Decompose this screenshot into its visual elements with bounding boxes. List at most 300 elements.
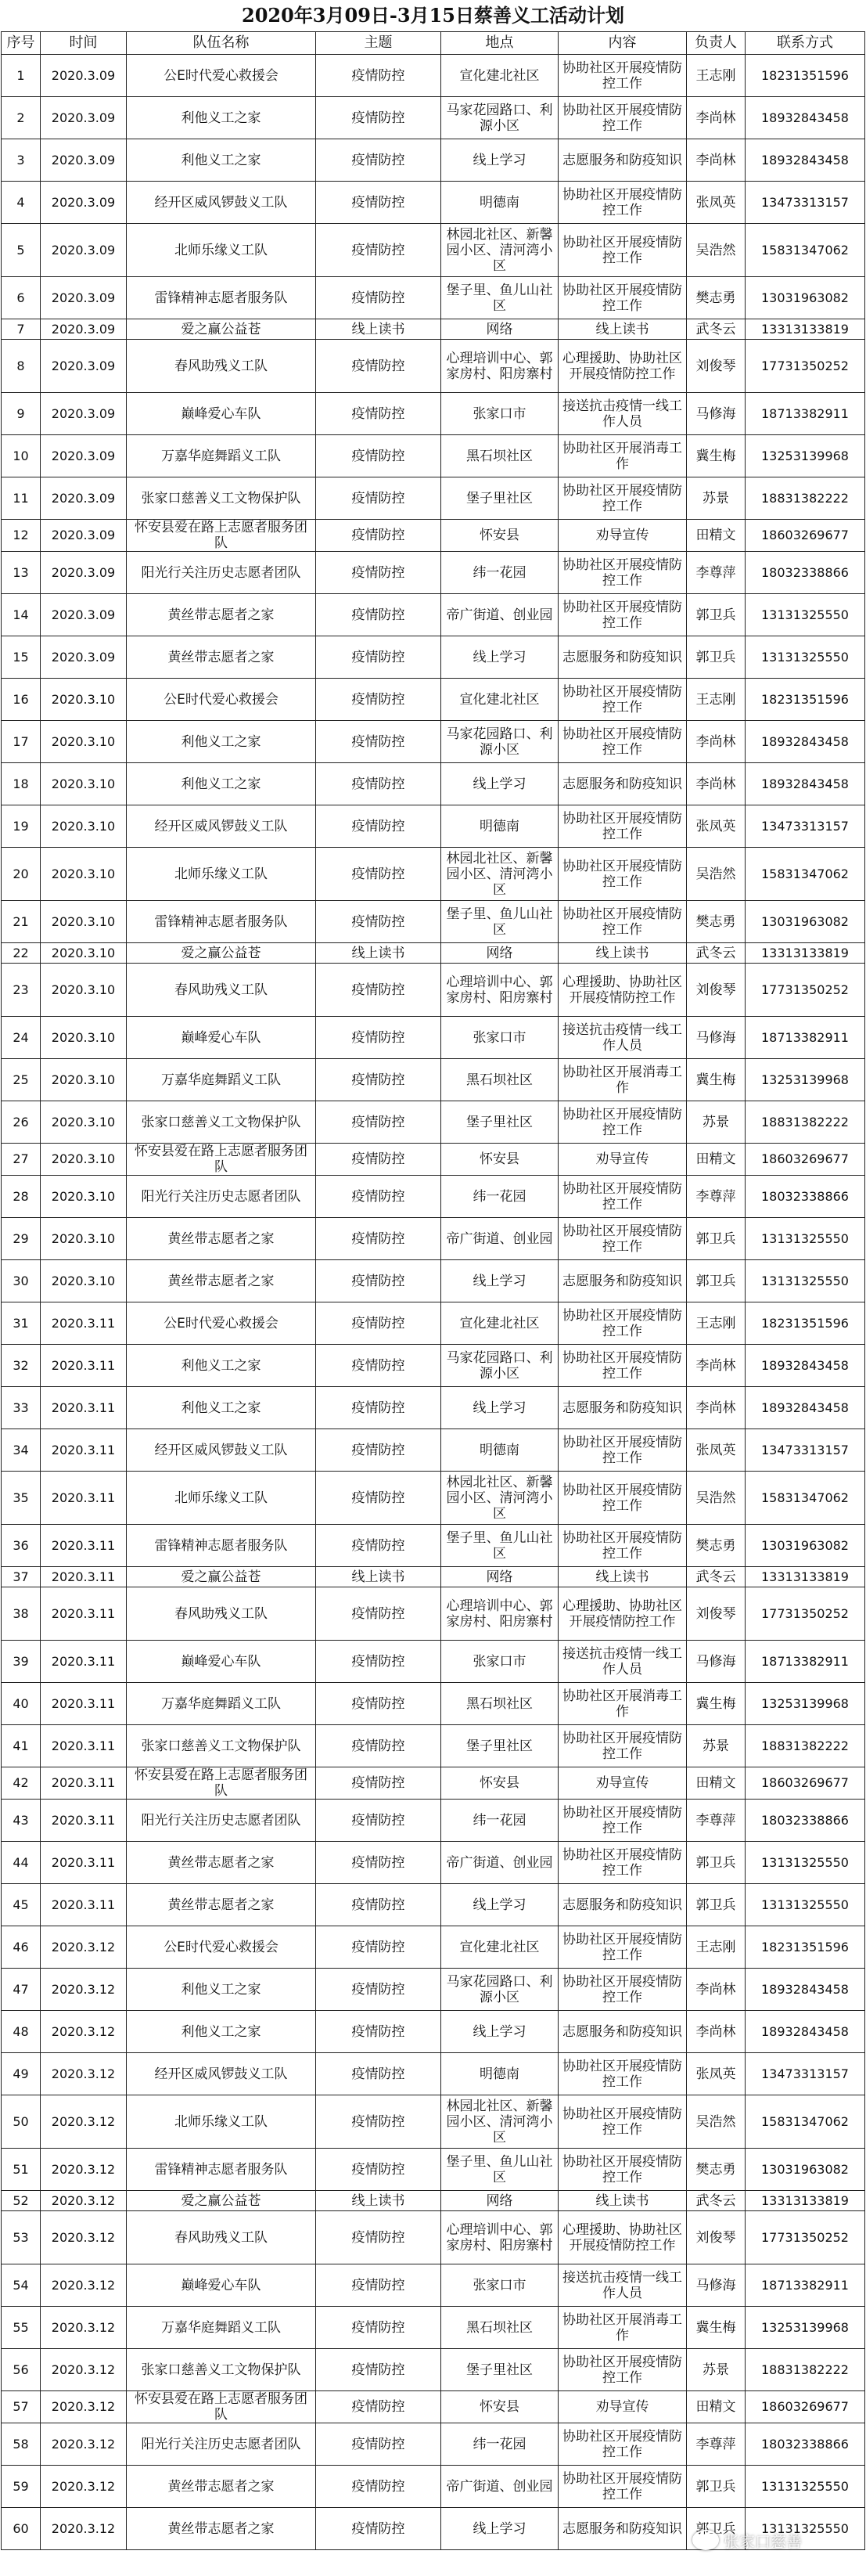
cell-theme: 疫情防控 xyxy=(316,1144,441,1176)
cell-team-name: 经开区威风锣鼓义工队 xyxy=(127,2053,316,2095)
cell-index: 24 xyxy=(2,1017,41,1059)
cell-team-name: 万嘉华庭舞蹈义工队 xyxy=(127,1059,316,1101)
cell-time: 2020.3.09 xyxy=(41,435,127,477)
cell-theme: 疫情防控 xyxy=(316,277,441,319)
cell-contact: 18932843458 xyxy=(746,721,865,763)
table-row xyxy=(2,393,865,435)
cell-time: 2020.3.10 xyxy=(41,721,127,763)
cell-time: 2020.3.09 xyxy=(41,594,127,636)
cell-content: 协助社区开展疫情防控工作 xyxy=(559,1725,687,1767)
cell-index: 31 xyxy=(2,1302,41,1345)
cell-index: 33 xyxy=(2,1387,41,1429)
cell-index: 41 xyxy=(2,1725,41,1767)
cell-time: 2020.3.11 xyxy=(41,1884,127,1926)
cell-contact: 13253139968 xyxy=(746,1683,865,1725)
cell-location: 线上学习 xyxy=(441,636,559,679)
cell-theme: 疫情防控 xyxy=(316,1525,441,1567)
cell-contact: 13313133819 xyxy=(746,319,865,340)
cell-content: 心理援助、协助社区开展疫情防控工作 xyxy=(559,964,687,1017)
table-row xyxy=(2,1387,865,1429)
table-row xyxy=(2,2191,865,2211)
cell-location: 张家口市 xyxy=(441,393,559,435)
table-header-row xyxy=(2,32,865,55)
cell-time: 2020.3.10 xyxy=(41,805,127,848)
table-row xyxy=(2,1345,865,1387)
cell-content: 心理援助、协助社区开展疫情防控工作 xyxy=(559,340,687,393)
cell-location: 线上学习 xyxy=(441,2011,559,2053)
cell-time: 2020.3.11 xyxy=(41,1567,127,1587)
cell-time: 2020.3.10 xyxy=(41,848,127,901)
cell-content: 志愿服务和防疫知识 xyxy=(559,763,687,805)
cell-index: 27 xyxy=(2,1144,41,1176)
cell-contact: 18032338866 xyxy=(746,2423,865,2466)
cell-index: 18 xyxy=(2,763,41,805)
cell-index: 1 xyxy=(2,55,41,97)
cell-time: 2020.3.12 xyxy=(41,2423,127,2466)
cell-time: 2020.3.12 xyxy=(41,2149,127,2191)
table-row xyxy=(2,2508,865,2550)
cell-person: 吴浩然 xyxy=(687,1472,746,1525)
cell-index: 2 xyxy=(2,97,41,139)
cell-location: 张家口市 xyxy=(441,1641,559,1683)
cell-team-name: 黄丝带志愿者之家 xyxy=(127,594,316,636)
cell-location: 网络 xyxy=(441,319,559,340)
table-row xyxy=(2,2095,865,2149)
cell-person: 马修海 xyxy=(687,1641,746,1683)
document-title: 2020年3月09日-3月15日蔡善义工活动计划 xyxy=(242,4,624,27)
cell-team-name: 黄丝带志愿者之家 xyxy=(127,1218,316,1260)
cell-contact: 13031963082 xyxy=(746,1525,865,1567)
cell-person: 王志刚 xyxy=(687,1926,746,1969)
cell-team-name: 春风助残义工队 xyxy=(127,964,316,1017)
cell-time: 2020.3.10 xyxy=(41,1059,127,1101)
table-row xyxy=(2,848,865,901)
cell-time: 2020.3.09 xyxy=(41,636,127,679)
cell-time: 2020.3.10 xyxy=(41,943,127,964)
cell-index: 6 xyxy=(2,277,41,319)
cell-person: 郭卫兵 xyxy=(687,1260,746,1302)
cell-team-name: 巅峰爱心车队 xyxy=(127,1017,316,1059)
cell-content: 协助社区开展疫情防控工作 xyxy=(559,552,687,594)
cell-person: 王志刚 xyxy=(687,55,746,97)
cell-contact: 18032338866 xyxy=(746,1176,865,1218)
cell-theme: 疫情防控 xyxy=(316,1101,441,1144)
cell-content: 协助社区开展疫情防控工作 xyxy=(559,477,687,520)
cell-team-name: 雷锋精神志愿者服务队 xyxy=(127,2149,316,2191)
cell-person: 李尚林 xyxy=(687,139,746,182)
cell-time: 2020.3.11 xyxy=(41,1641,127,1683)
cell-team-name: 利他义工之家 xyxy=(127,721,316,763)
table-row xyxy=(2,2391,865,2423)
cell-team-name: 春风助残义工队 xyxy=(127,340,316,393)
cell-contact: 13253139968 xyxy=(746,2307,865,2349)
cell-location: 宣化建北社区 xyxy=(441,679,559,721)
cell-content: 协助社区开展疫情防控工作 xyxy=(559,679,687,721)
table-row xyxy=(2,964,865,1017)
cell-theme: 疫情防控 xyxy=(316,721,441,763)
cell-person: 苏景 xyxy=(687,2349,746,2391)
cell-content: 线上读书 xyxy=(559,2191,687,2211)
table-row xyxy=(2,721,865,763)
cell-location: 纬一花园 xyxy=(441,1800,559,1842)
cell-theme: 疫情防控 xyxy=(316,1059,441,1101)
header-index: 序号 xyxy=(2,32,41,55)
cell-contact: 18231351596 xyxy=(746,679,865,721)
cell-location: 黑石坝社区 xyxy=(441,1683,559,1725)
cell-contact: 18603269677 xyxy=(746,1144,865,1176)
table-row xyxy=(2,1587,865,1641)
cell-contact: 13253139968 xyxy=(746,1059,865,1101)
header-theme: 主题 xyxy=(316,32,441,55)
cell-index: 21 xyxy=(2,901,41,943)
cell-theme: 疫情防控 xyxy=(316,1387,441,1429)
cell-location: 堡子里、鱼儿山社区 xyxy=(441,1525,559,1567)
cell-contact: 18831382222 xyxy=(746,477,865,520)
cell-index: 59 xyxy=(2,2466,41,2508)
table-row xyxy=(2,1101,865,1144)
cell-person: 田精文 xyxy=(687,1144,746,1176)
cell-theme: 疫情防控 xyxy=(316,2053,441,2095)
cell-person: 郭卫兵 xyxy=(687,1842,746,1884)
cell-theme: 疫情防控 xyxy=(316,435,441,477)
cell-index: 5 xyxy=(2,224,41,277)
cell-theme: 疫情防控 xyxy=(316,1218,441,1260)
cell-time: 2020.3.12 xyxy=(41,2211,127,2264)
cell-person: 李尊萍 xyxy=(687,1800,746,1842)
cell-person: 王志刚 xyxy=(687,1302,746,1345)
cell-person: 李尚林 xyxy=(687,763,746,805)
cell-theme: 疫情防控 xyxy=(316,636,441,679)
cell-contact: 17731350252 xyxy=(746,1587,865,1641)
cell-team-name: 怀安县爱在路上志愿者服务团队 xyxy=(127,520,316,552)
cell-theme: 疫情防控 xyxy=(316,1725,441,1767)
cell-location: 纬一花园 xyxy=(441,1176,559,1218)
table-row xyxy=(2,763,865,805)
table-row xyxy=(2,139,865,182)
cell-location: 线上学习 xyxy=(441,139,559,182)
table-row xyxy=(2,2053,865,2095)
cell-theme: 线上读书 xyxy=(316,319,441,340)
cell-team-name: 张家口慈善义工文物保护队 xyxy=(127,1101,316,1144)
cell-contact: 13473313157 xyxy=(746,182,865,224)
cell-time: 2020.3.10 xyxy=(41,1176,127,1218)
cell-contact: 18932843458 xyxy=(746,763,865,805)
cell-theme: 疫情防控 xyxy=(316,2423,441,2466)
cell-content: 协助社区开展疫情防控工作 xyxy=(559,2466,687,2508)
cell-theme: 疫情防控 xyxy=(316,1842,441,1884)
cell-team-name: 黄丝带志愿者之家 xyxy=(127,2508,316,2550)
cell-theme: 疫情防控 xyxy=(316,520,441,552)
cell-time: 2020.3.11 xyxy=(41,1302,127,1345)
table-row xyxy=(2,55,865,97)
cell-theme: 疫情防控 xyxy=(316,1472,441,1525)
cell-person: 苏景 xyxy=(687,477,746,520)
cell-content: 线上读书 xyxy=(559,1567,687,1587)
cell-time: 2020.3.12 xyxy=(41,2307,127,2349)
cell-person: 田精文 xyxy=(687,1767,746,1800)
cell-person: 刘俊琴 xyxy=(687,1587,746,1641)
cell-team-name: 黄丝带志愿者之家 xyxy=(127,1842,316,1884)
cell-person: 郭卫兵 xyxy=(687,594,746,636)
cell-time: 2020.3.12 xyxy=(41,2391,127,2423)
cell-location: 心理培训中心、郭家房村、阳房寨村 xyxy=(441,964,559,1017)
cell-team-name: 利他义工之家 xyxy=(127,2011,316,2053)
cell-team-name: 经开区威风锣鼓义工队 xyxy=(127,805,316,848)
cell-index: 43 xyxy=(2,1800,41,1842)
cell-contact: 13131325550 xyxy=(746,1218,865,1260)
cell-person: 武冬云 xyxy=(687,1567,746,1587)
cell-location: 马家花园路口、利源小区 xyxy=(441,721,559,763)
cell-time: 2020.3.11 xyxy=(41,1345,127,1387)
cell-index: 44 xyxy=(2,1842,41,1884)
cell-person: 苏景 xyxy=(687,1101,746,1144)
cell-time: 2020.3.10 xyxy=(41,1218,127,1260)
cell-team-name: 张家口慈善义工文物保护队 xyxy=(127,1725,316,1767)
cell-content: 协助社区开展疫情防控工作 xyxy=(559,277,687,319)
cell-index: 37 xyxy=(2,1567,41,1587)
cell-index: 17 xyxy=(2,721,41,763)
cell-theme: 疫情防控 xyxy=(316,340,441,393)
table-row xyxy=(2,340,865,393)
cell-contact: 13131325550 xyxy=(746,2466,865,2508)
cell-location: 网络 xyxy=(441,943,559,964)
cell-person: 王志刚 xyxy=(687,679,746,721)
cell-contact: 13473313157 xyxy=(746,1429,865,1472)
cell-theme: 线上读书 xyxy=(316,2191,441,2211)
cell-person: 冀生梅 xyxy=(687,1059,746,1101)
cell-time: 2020.3.12 xyxy=(41,2264,127,2307)
cell-content: 协助社区开展疫情防控工作 xyxy=(559,1345,687,1387)
cell-time: 2020.3.10 xyxy=(41,1144,127,1176)
cell-location: 林园北社区、新馨园小区、清河湾小区 xyxy=(441,2095,559,2149)
cell-theme: 疫情防控 xyxy=(316,1176,441,1218)
cell-content: 劝导宣传 xyxy=(559,520,687,552)
cell-content: 协助社区开展疫情防控工作 xyxy=(559,1302,687,1345)
cell-theme: 疫情防控 xyxy=(316,2349,441,2391)
cell-contact: 17731350252 xyxy=(746,2211,865,2264)
cell-time: 2020.3.12 xyxy=(41,1926,127,1969)
cell-theme: 疫情防控 xyxy=(316,393,441,435)
cell-location: 网络 xyxy=(441,1567,559,1587)
cell-person: 武冬云 xyxy=(687,319,746,340)
cell-theme: 疫情防控 xyxy=(316,964,441,1017)
cell-content: 协助社区开展疫情防控工作 xyxy=(559,901,687,943)
table-body xyxy=(2,55,865,2550)
cell-time: 2020.3.11 xyxy=(41,1472,127,1525)
cell-time: 2020.3.09 xyxy=(41,340,127,393)
cell-team-name: 爱之赢公益苍 xyxy=(127,1567,316,1587)
cell-index: 10 xyxy=(2,435,41,477)
cell-theme: 疫情防控 xyxy=(316,1641,441,1683)
cell-theme: 疫情防控 xyxy=(316,2466,441,2508)
cell-location: 怀安县 xyxy=(441,520,559,552)
cell-location: 明德南 xyxy=(441,805,559,848)
cell-content: 协助社区开展疫情防控工作 xyxy=(559,55,687,97)
cell-content: 志愿服务和防疫知识 xyxy=(559,1884,687,1926)
cell-content: 接送抗击疫情一线工作人员 xyxy=(559,1641,687,1683)
table-row xyxy=(2,2211,865,2264)
cell-index: 30 xyxy=(2,1260,41,1302)
cell-content: 协助社区开展疫情防控工作 xyxy=(559,1926,687,1969)
cell-theme: 疫情防控 xyxy=(316,1260,441,1302)
cell-time: 2020.3.11 xyxy=(41,1800,127,1842)
cell-theme: 疫情防控 xyxy=(316,1429,441,1472)
table-row xyxy=(2,1059,865,1101)
cell-theme: 线上读书 xyxy=(316,1567,441,1587)
cell-index: 3 xyxy=(2,139,41,182)
cell-theme: 疫情防控 xyxy=(316,2211,441,2264)
cell-index: 15 xyxy=(2,636,41,679)
cell-content: 协助社区开展疫情防控工作 xyxy=(559,1472,687,1525)
cell-location: 堡子里、鱼儿山社区 xyxy=(441,901,559,943)
cell-index: 32 xyxy=(2,1345,41,1387)
cell-contact: 18231351596 xyxy=(746,1302,865,1345)
cell-person: 李尚林 xyxy=(687,1345,746,1387)
cell-contact: 13031963082 xyxy=(746,2149,865,2191)
cell-content: 志愿服务和防疫知识 xyxy=(559,1260,687,1302)
cell-contact: 13031963082 xyxy=(746,901,865,943)
cell-index: 57 xyxy=(2,2391,41,2423)
cell-contact: 15831347062 xyxy=(746,2095,865,2149)
cell-location: 帝广街道、创业园 xyxy=(441,1218,559,1260)
table-row xyxy=(2,1683,865,1725)
cell-content: 协助社区开展疫情防控工作 xyxy=(559,1176,687,1218)
cell-theme: 疫情防控 xyxy=(316,1017,441,1059)
cell-location: 林园北社区、新馨园小区、清河湾小区 xyxy=(441,224,559,277)
cell-location: 线上学习 xyxy=(441,1260,559,1302)
cell-location: 堡子里社区 xyxy=(441,1725,559,1767)
table-row xyxy=(2,1144,865,1176)
cell-location: 线上学习 xyxy=(441,1884,559,1926)
cell-team-name: 利他义工之家 xyxy=(127,97,316,139)
cell-index: 22 xyxy=(2,943,41,964)
cell-index: 48 xyxy=(2,2011,41,2053)
cell-index: 16 xyxy=(2,679,41,721)
cell-location: 林园北社区、新馨园小区、清河湾小区 xyxy=(441,1472,559,1525)
cell-person: 刘俊琴 xyxy=(687,2211,746,2264)
cell-team-name: 阳光行关注历史志愿者团队 xyxy=(127,552,316,594)
cell-team-name: 巅峰爱心车队 xyxy=(127,1641,316,1683)
cell-person: 樊志勇 xyxy=(687,277,746,319)
cell-team-name: 怀安县爱在路上志愿者服务团队 xyxy=(127,2391,316,2423)
cell-index: 58 xyxy=(2,2423,41,2466)
cell-index: 53 xyxy=(2,2211,41,2264)
table-row xyxy=(2,1767,865,1800)
cell-time: 2020.3.09 xyxy=(41,277,127,319)
cell-location: 堡子里社区 xyxy=(441,2349,559,2391)
cell-person: 冀生梅 xyxy=(687,1683,746,1725)
table-row xyxy=(2,1429,865,1472)
cell-person: 李尚林 xyxy=(687,721,746,763)
cell-theme: 疫情防控 xyxy=(316,1884,441,1926)
cell-person: 樊志勇 xyxy=(687,1525,746,1567)
cell-contact: 13131325550 xyxy=(746,1842,865,1884)
cell-location: 宣化建北社区 xyxy=(441,1926,559,1969)
cell-time: 2020.3.09 xyxy=(41,520,127,552)
cell-time: 2020.3.11 xyxy=(41,1587,127,1641)
cell-location: 林园北社区、新馨园小区、清河湾小区 xyxy=(441,848,559,901)
table-row xyxy=(2,2466,865,2508)
cell-time: 2020.3.11 xyxy=(41,1683,127,1725)
cell-theme: 疫情防控 xyxy=(316,679,441,721)
cell-time: 2020.3.09 xyxy=(41,552,127,594)
table-row xyxy=(2,97,865,139)
cell-index: 42 xyxy=(2,1767,41,1800)
cell-index: 19 xyxy=(2,805,41,848)
cell-team-name: 雷锋精神志愿者服务队 xyxy=(127,277,316,319)
cell-contact: 15831347062 xyxy=(746,1472,865,1525)
cell-time: 2020.3.10 xyxy=(41,1101,127,1144)
cell-contact: 18603269677 xyxy=(746,520,865,552)
cell-index: 14 xyxy=(2,594,41,636)
cell-index: 38 xyxy=(2,1587,41,1641)
cell-contact: 18032338866 xyxy=(746,552,865,594)
cell-index: 29 xyxy=(2,1218,41,1260)
cell-time: 2020.3.12 xyxy=(41,2095,127,2149)
cell-index: 36 xyxy=(2,1525,41,1567)
cell-content: 协助社区开展消毒工作 xyxy=(559,2307,687,2349)
cell-index: 52 xyxy=(2,2191,41,2211)
cell-theme: 疫情防控 xyxy=(316,224,441,277)
cell-contact: 13473313157 xyxy=(746,805,865,848)
activity-plan-table xyxy=(1,31,865,2550)
cell-contact: 18713382911 xyxy=(746,1017,865,1059)
cell-person: 樊志勇 xyxy=(687,901,746,943)
cell-theme: 疫情防控 xyxy=(316,2149,441,2191)
cell-time: 2020.3.12 xyxy=(41,2349,127,2391)
cell-index: 54 xyxy=(2,2264,41,2307)
cell-time: 2020.3.10 xyxy=(41,763,127,805)
cell-location: 帝广街道、创业园 xyxy=(441,594,559,636)
cell-theme: 疫情防控 xyxy=(316,1345,441,1387)
cell-index: 49 xyxy=(2,2053,41,2095)
cell-person: 郭卫兵 xyxy=(687,1218,746,1260)
cell-index: 4 xyxy=(2,182,41,224)
cell-location: 帝广街道、创业园 xyxy=(441,2466,559,2508)
table-row xyxy=(2,1302,865,1345)
cell-index: 9 xyxy=(2,393,41,435)
table-row xyxy=(2,2307,865,2349)
cell-index: 13 xyxy=(2,552,41,594)
cell-index: 39 xyxy=(2,1641,41,1683)
cell-contact: 18231351596 xyxy=(746,55,865,97)
cell-person: 郭卫兵 xyxy=(687,636,746,679)
cell-person: 马修海 xyxy=(687,1017,746,1059)
table-row xyxy=(2,520,865,552)
cell-index: 11 xyxy=(2,477,41,520)
cell-theme: 疫情防控 xyxy=(316,1969,441,2011)
cell-theme: 疫情防控 xyxy=(316,1767,441,1800)
cell-location: 心理培训中心、郭家房村、阳房寨村 xyxy=(441,2211,559,2264)
cell-person: 冀生梅 xyxy=(687,435,746,477)
cell-content: 线上读书 xyxy=(559,943,687,964)
cell-team-name: 春风助残义工队 xyxy=(127,2211,316,2264)
cell-time: 2020.3.09 xyxy=(41,224,127,277)
cell-content: 协助社区开展疫情防控工作 xyxy=(559,805,687,848)
cell-person: 李尊萍 xyxy=(687,552,746,594)
cell-team-name: 北师乐缘义工队 xyxy=(127,224,316,277)
cell-index: 46 xyxy=(2,1926,41,1969)
cell-contact: 13031963082 xyxy=(746,277,865,319)
cell-person: 李尚林 xyxy=(687,2011,746,2053)
cell-content: 志愿服务和防疫知识 xyxy=(559,2508,687,2550)
header-time: 时间 xyxy=(41,32,127,55)
table-row xyxy=(2,435,865,477)
cell-person: 田精文 xyxy=(687,520,746,552)
cell-team-name: 北师乐缘义工队 xyxy=(127,2095,316,2149)
cell-time: 2020.3.10 xyxy=(41,964,127,1017)
cell-content: 协助社区开展疫情防控工作 xyxy=(559,721,687,763)
